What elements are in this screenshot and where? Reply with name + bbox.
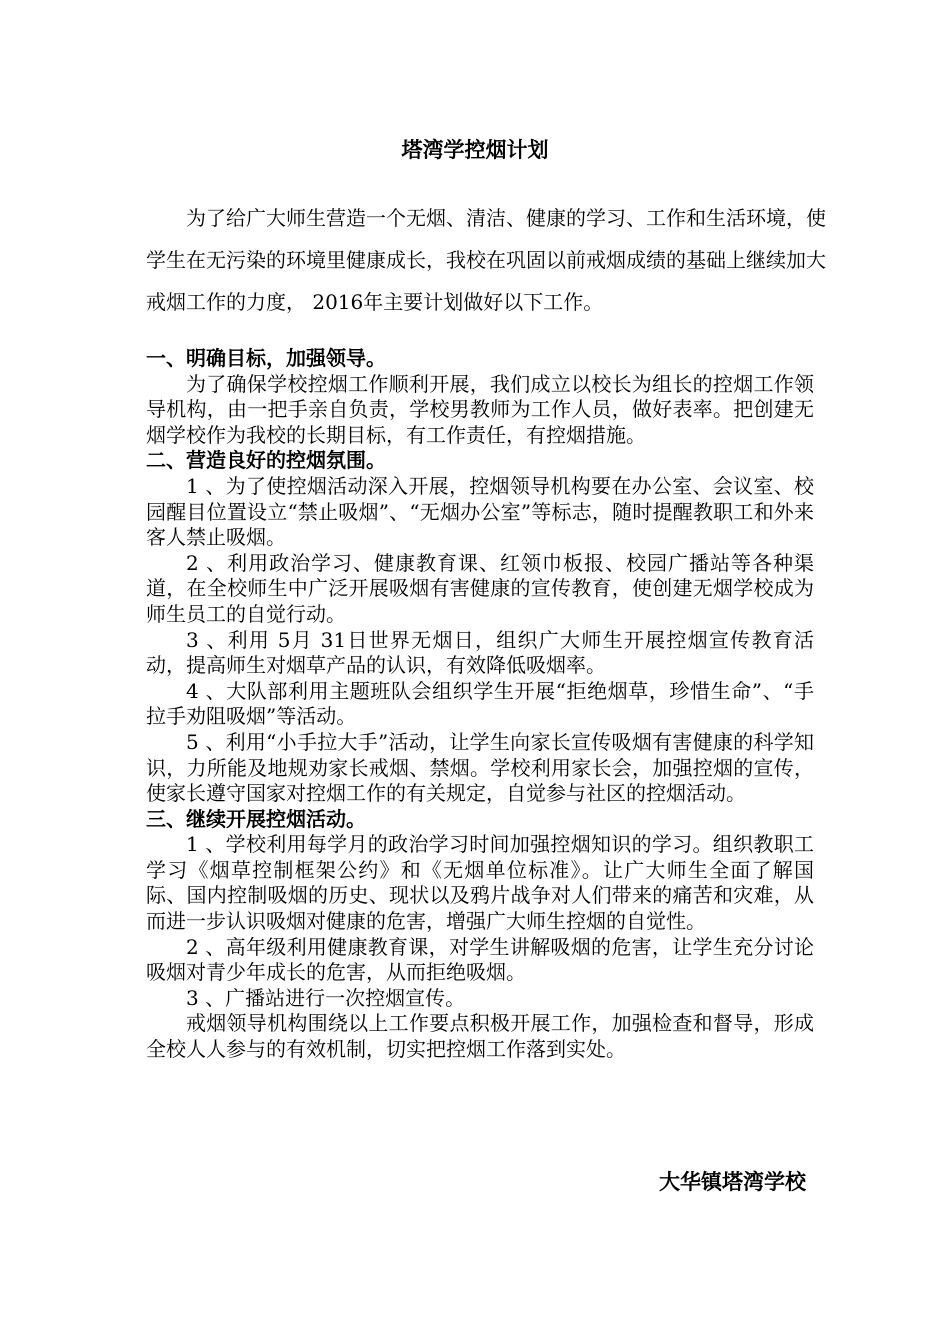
- section-heading: 一、明确目标，加强领导。: [146, 346, 386, 370]
- section-paragraph: 3 、广播站进行一次控烟宣传。: [186, 985, 466, 1010]
- section-paragraph: 5 、利用“小手拉大手”活动，让学生向家长宣传吸烟有害健康的科学知识，力所能及地规劝家长戒烟、禁烟。学校利用家长会，加强控烟的宣传，使家长遵守国家对控烟工作的有关规定，自觉参与社区的控烟活动。: [146, 729, 814, 806]
- section-paragraph: 2 、高年级利用健康教育课，对学生讲解吸烟的危害，让学生充分讨论吸烟对青少年成长的危害，从而拒绝吸烟。: [146, 934, 814, 985]
- section-3: [146, 807, 814, 1063]
- section-paragraph: 3 、利用 5月 31日世界无烟日，组织广大师生开展控烟宣传教育活动，提高师生对烟草产品的认识，有效降低吸烟率。: [146, 627, 814, 678]
- section-2: [146, 448, 814, 806]
- section-heading: 三、继续开展控烟活动。: [146, 806, 366, 831]
- section-heading: 二、营造良好的控烟氛围。: [146, 448, 386, 473]
- intro-paragraph: 为了给广大师生营造一个无烟、清洁、健康的学习、工作和生活环境，使学生在无污染的环境里健康成长，我校在巩固以前戒烟成绩的基础上继续加大戒烟工作的力度， 2016年主要计划做好以下工作。: [146, 206, 826, 314]
- section-paragraph: 1 、学校利用每学月的政治学习时间加强控烟知识的学习。组织教职工学习《烟草控制框架公约》和《无烟单位标准》。让广大师生全面了解国际、国内控制吸烟的历史、现状以及鸦片战争对人们带来的痛苦和灾难，从而进一步认识吸烟对健康的危害，增强广大师生控烟的自觉性。: [146, 832, 814, 934]
- section-paragraph: 1 、为了使控烟活动深入开展，控烟领导机构要在办公室、会议室、校园醒目位置设立“禁止吸烟”、“无烟办公室”等标志，随时提醒教职工和外来客人禁止吸烟。: [146, 473, 814, 550]
- section-paragraph: 为了确保学校控烟工作顺利开展，我们成立以校长为组长的控烟工作领导机构，由一把手亲自负责，学校男教师为工作人员，做好表率。把创建无烟学校作为我校的长期目标，有工作责任，有控烟措施。: [146, 371, 814, 447]
- signature: 大华镇塔湾学校: [659, 1169, 806, 1194]
- document-title: 塔湾学控烟计划: [401, 137, 549, 162]
- section-paragraph: 2 、利用政治学习、健康教育课、红领巾板报、校园广播站等各种渠道，在全校师生中广泛开展吸烟有害健康的宣传教育，使创建无烟学校成为师生员工的自觉行动。: [146, 550, 814, 626]
- section-1: [146, 346, 814, 448]
- section-paragraph: 4 、大队部利用主题班队会组织学生开展“拒绝烟草，珍惜生命”、“手拉手劝阻吸烟”等活动。: [146, 678, 814, 729]
- section-paragraph: 戒烟领导机构围绕以上工作要点积极开展工作，加强检查和督导，形成全校人人参与的有效机制，切实把控烟工作落到实处。: [146, 1011, 814, 1062]
- document-body: [146, 346, 814, 1063]
